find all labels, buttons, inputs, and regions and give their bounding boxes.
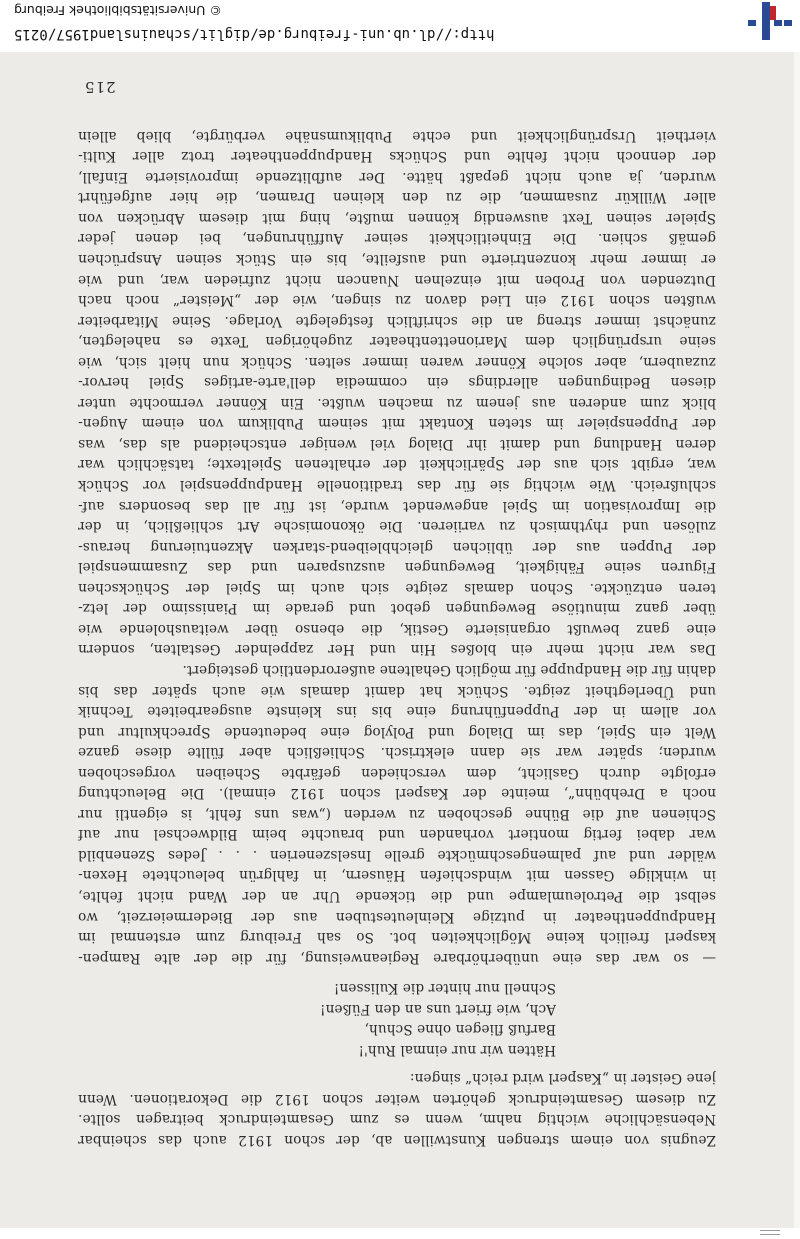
text-line: Zeugnis von einem strengen Kunstwillen ab, der schon 1912 auch das scheinbar: [78, 1132, 716, 1148]
text-line: Welt ein Spiel, das im Dialog und Polylog eine bedeutende Sprechkultur und: [78, 723, 716, 740]
text-line: war, ergibt sich aus der Spärlichkeit der erhaltenen Spieltexte; tatsächlich war: [78, 456, 716, 473]
text-line: der Puppen aus der üblichen gleichbleibend-starken Akzentuierung heraus-: [78, 538, 716, 555]
text-line: Handpuppentheater in putzige Kleinleutestuben aus der Biedermeierzeit, wo: [78, 908, 716, 925]
text-line: — so war das eine unüberhörbare Regieanweisung, für die der alte Rampen-: [78, 949, 716, 966]
source-url[interactable]: http://dl.ub.uni-freiburg.de/diglit/schauinsland1957/0215: [14, 26, 495, 42]
crop-mark: [760, 1230, 780, 1235]
page-number: 215: [84, 78, 116, 97]
text-line: war dabei fertig montiert vorhanden und brauchte beim Bildwechsel nur auf: [78, 826, 716, 843]
text-line: Zu diesem Gesamteindruck gehörten weiter schon 1912 die Dekorationen. Wenn: [78, 1090, 716, 1107]
text-line: noch a Drehbühn“, meinte der Kasperl schon 1912 einmal). Die Beleuchtung: [78, 785, 716, 802]
text-line: blick zum anderen aus jenem zu machen wußte. Ein Könner vermochte unter: [78, 394, 716, 411]
text-line: dahin für die Handpuppe für möglich Gehaltene außerordentlich gesteigert.: [182, 661, 716, 678]
text-line: wußten schon 1912 ein Lied davon zu singen, wie der „Meister“ noch nach: [78, 292, 716, 309]
text-line: zunächst immer streng an die schriftlich festgelegte Vorlage. Seine Mitarbeiter: [78, 312, 716, 329]
text-line: teren entzückte. Schon damals zeigte sich auch im Spiel der Schückschen: [78, 579, 716, 596]
bottom-margin: [0, 1228, 800, 1239]
text-line: Das war nicht mehr ein bloßes Hin und Her zappelnder Gestalten, sondern: [78, 641, 716, 658]
verse-block: [78, 978, 556, 1060]
text-line: deren Handlung und damit ihr Dialog viel weniger entscheidend als das, was: [78, 435, 716, 452]
verse-line: Schnell nur hinter die Kulissen!: [333, 980, 556, 997]
text-line: erfolgte durch Gaslicht, dem verschieden gefärbte Scheiben vorgeschoben: [78, 764, 716, 781]
text-line: Figuren seine Fähigkeit, Bewegungen auszusparen und das Zusammenspiel: [78, 559, 716, 576]
ub-freiburg-logo-icon: [748, 0, 792, 42]
text-line: Dutzenden von Proben mit einzelnen Nuancen nicht zufrieden war, und wie: [78, 271, 716, 288]
text-line: aller Willkür zusammen, die zu den kleinen Dramen, die hier aufgeführt: [78, 189, 716, 206]
text-line: wurden; später war sie dann elektrisch. Schließlich aber füllte diese ganze: [78, 744, 716, 761]
copyright-notice: © Universitätsbibliothek Freiburg: [14, 3, 222, 18]
text-line: der Puppenspieler im steten Kontakt mit seinem Publikum von einem Augen-: [78, 415, 716, 432]
paragraph-3: [78, 125, 716, 659]
text-line: selbst die Petroleumlampe und die tickende Uhr an der Wand nicht fehlte,: [78, 887, 716, 904]
text-line: wurden, ja auch nicht gepaßt hätte. Der aufblitzende improvisierte Einfall,: [78, 168, 716, 185]
text-line: die Improvisation im Spiel angewendet wurde, ist für all das besonders auf-: [78, 497, 716, 514]
text-line: er immer mehr konzentrierte und ausfeilte, bis ein Stück seinen Ansprüchen: [78, 251, 716, 268]
viewer-header: [0, 0, 800, 53]
text-line: Nebensächliche wichtig nahm, wenn es zum Gesamteindruck beitragen sollte.: [78, 1111, 716, 1128]
text-line: wälder und auf palmengeschmückte grelle Inselszenerien . . . Jedes Szenenbild: [78, 846, 716, 863]
text-line: vor allem in der Puppenführung eine bis ins kleinste ausgearbeitete Technik: [78, 703, 716, 720]
text-line: seine ursprünglich dem Marionettentheater zugehörigen Texte es nahelegten,: [78, 333, 716, 350]
page-edge: [794, 52, 800, 1228]
text-line: Schienen auf die Bühne geschoben zu werden („was uns fehlt, is eigentli nur: [78, 805, 716, 822]
verse-line: Hätten wir nur einmal Ruh'!: [358, 1041, 556, 1058]
text-line: zuzaubern, aber solche Könner waren immer selten. Schück nun hielt sich, wie: [78, 353, 716, 370]
text-line: Spieler seinen Text auswendig können mußte, hing mit diesem Abrücken von: [78, 209, 716, 226]
paragraph-1: [78, 1068, 716, 1150]
text-line: eine ganz bewußt organisierte Gestik, die ebenso über weitausholende wie: [78, 620, 716, 637]
verse-line: Ach, wie friert uns an den Füßen!: [319, 1000, 556, 1017]
text-line: in winklige Gassen mit windschiefen Häusern, in fahlgrün beleuchtete Hexen-: [78, 867, 716, 884]
text-line: jene Geister in „Kasperl wird reich“ singen:: [409, 1070, 716, 1087]
verse-line: Barfuß fliegen ohne Schuh,: [364, 1021, 556, 1038]
text-line: gemäß schien. Die Einheitlichkeit seiner Aufführungen, bei denen jeder: [78, 230, 716, 247]
text-line: über ganz minutiöse Bewegungen gebot und gerade im Pianissimo der letz-: [78, 600, 716, 617]
page-text-upside-down: [78, 78, 716, 1150]
text-line: viertheit Ursprünglichkeit und echte Publikumsnähe verbürgte, blieb allein: [78, 127, 716, 144]
text-line: diesen Bedingungen allerdings ein commedia dell'arte-artiges Spiel hervor-: [78, 374, 716, 391]
paragraph-2: [78, 659, 716, 967]
text-line: kasperl freilich keine Möglichkeiten bot. So sah Freiburg zum erstenmal im: [78, 929, 716, 946]
text-line: der dennoch nicht fehlte und Schücks Handpuppentheater trotz aller Kulti-: [78, 148, 716, 165]
text-line: zulösen und rhythmisch zu variieren. Die ökonomische Art schließlich, in der: [78, 518, 716, 535]
text-line: und Überlegtheit zeigte. Schück hat damit damals wie auch später das bis: [78, 682, 716, 699]
text-line: schlußreich. Wie wichtig sie für das traditionelle Handpuppenspiel vor Schück: [78, 477, 716, 494]
